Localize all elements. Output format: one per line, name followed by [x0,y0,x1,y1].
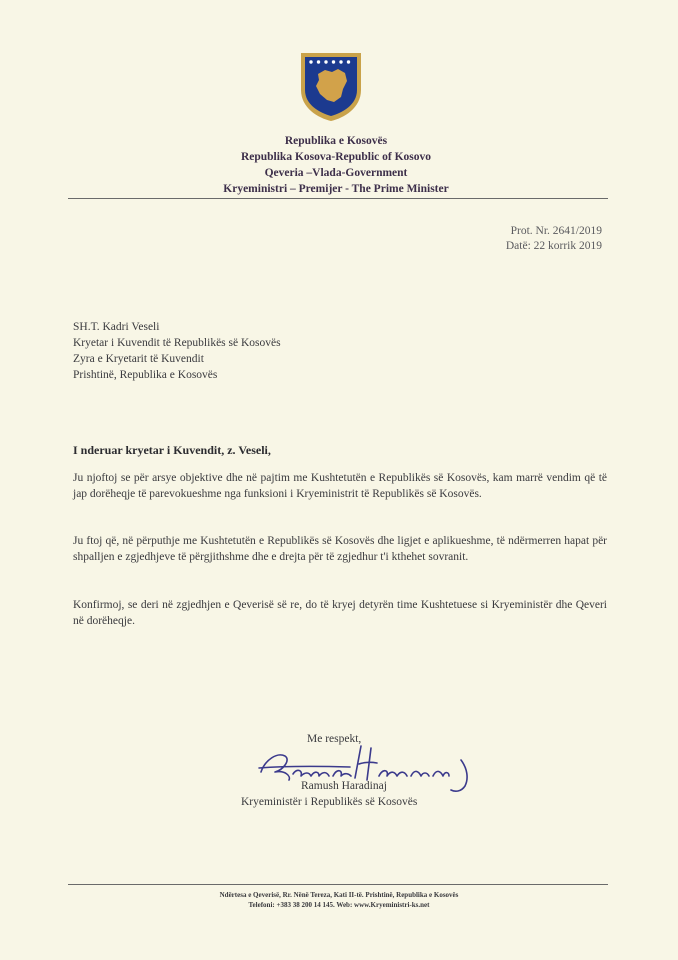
header-divider [68,198,608,199]
signer-title: Kryeministër i Republikës së Kosovës [241,796,418,808]
paragraph-1: Ju njoftoj se për arsye objektive dhe në pajtim me Kushtetutën e Republikës së Kosovës, kam marrë vendim që të jap dorëheqje të parevokueshme nga funksioni i Kryeministrit të Republikës së Kosovës. [73,472,607,500]
letterhead-line-3: Qeveria –Vlada-Government [264,167,408,179]
paragraph-3: Konfirmoj, se deri në zgjedhjen e Qeverisë së re, do të kryej detyrën time Kushtetuese si Kryeministër dhe Qeveri në dorëheqje. [73,599,607,627]
letterhead-line-1: Republika e Kosovës [284,135,388,147]
protocol-block [506,224,602,254]
letter-date: Datë: 22 korrik 2019 [505,240,602,252]
salutation: I nderuar kryetar i Kuvendit, z. Veseli, [73,443,271,457]
paragraph-2: Ju ftoj që, në përputhje me Kushtetutën e Republikës së Kosovës dhe ligjet e aplikueshme, të ndërmerren hapat për shpalljen e zgjedhjeve të përgjithshme dhe e drejta për të zgjedhur t'i kthehet sovranit. [73,535,607,563]
protocol-number: Prot. Nr. 2641/2019 [510,225,602,237]
letterhead-line-2: Republika Kosova-Republic of Kosovo [240,151,432,163]
footer-divider [68,884,608,885]
letterhead-line-4: Kryeministri – Premijer - The Prime Minister [223,183,449,195]
recipient-block [73,319,281,383]
letterhead [0,133,678,197]
kosovo-coat-of-arms-icon [298,50,364,122]
signer-name: Ramush Haradinaj [301,780,387,792]
footer-contact: Telefoni: +383 38 200 14 145. Web: www.Kryeministri-ks.net [248,901,430,909]
recipient-name: SH.T. Kadri Veseli [73,321,160,333]
footer [0,890,678,910]
closing: Me respekt, [307,733,362,745]
recipient-address: Prishtinë, Republika e Kosovës [73,369,218,381]
footer-address: Ndërtesa e Qeverisë, Rr. Nënë Tereza, Kati II-të. Prishtinë, Republika e Kosovës [219,891,459,899]
recipient-office: Zyra e Kryetarit të Kuvendit [73,353,204,365]
recipient-title: Kryetar i Kuvendit të Republikës së Kosovës [73,337,281,349]
